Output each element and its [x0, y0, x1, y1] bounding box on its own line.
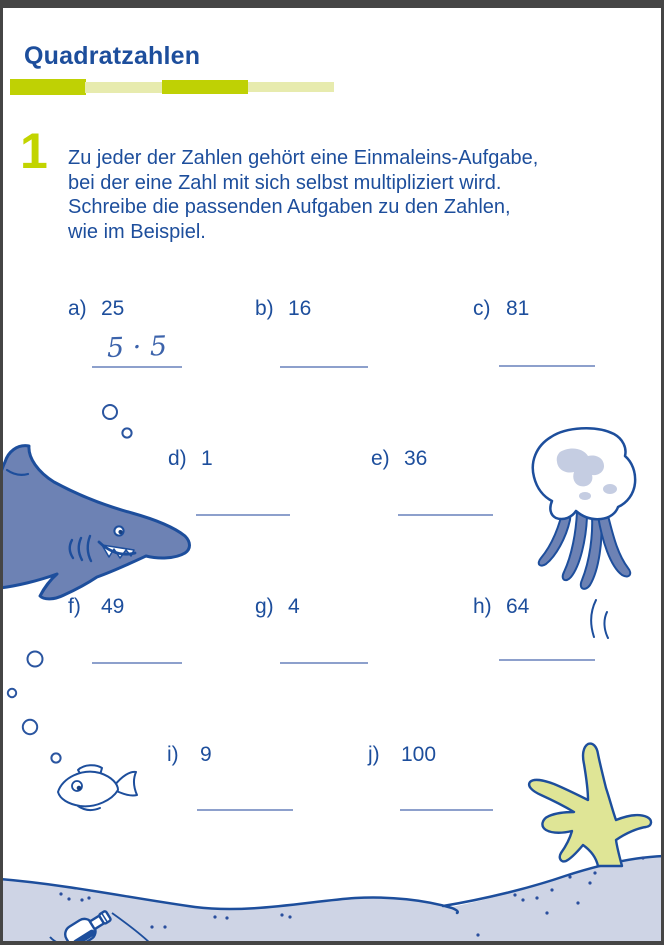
bar-segment [10, 79, 86, 95]
item-number: 4 [288, 595, 300, 618]
item-number: 64 [506, 595, 530, 618]
item-label: f) [68, 595, 81, 618]
item-h [473, 595, 529, 619]
answer-line-e[interactable] [398, 514, 493, 516]
item-number: 36 [404, 447, 428, 470]
item-number: 81 [506, 297, 530, 320]
exercise-instructions [68, 146, 613, 244]
answer-text-a: 5 · 5 [106, 330, 168, 365]
bar-segment [162, 80, 248, 94]
page-border [0, 0, 664, 8]
item-number: 9 [200, 743, 212, 766]
answer-line-b[interactable] [280, 366, 368, 368]
item-label: b) [255, 297, 274, 320]
item-d [168, 447, 213, 471]
page-border [0, 941, 664, 945]
item-e [371, 447, 427, 471]
jellyfish-illustration [533, 428, 635, 638]
shark-illustration [0, 446, 190, 599]
answer-line-j[interactable] [400, 809, 493, 811]
instruction-line: Schreibe die passenden Aufgaben zu den Zahlen, [68, 196, 511, 219]
item-label: g) [255, 595, 274, 618]
item-g [255, 595, 300, 619]
page-border [0, 0, 3, 945]
item-i [167, 743, 212, 767]
bar-segment [248, 82, 334, 92]
item-label: e) [371, 447, 390, 470]
fish-illustration [58, 765, 137, 810]
page-title: Quadratzahlen [24, 42, 201, 70]
item-number: 25 [101, 297, 125, 320]
item-label: i) [167, 743, 179, 766]
item-number: 49 [101, 595, 125, 618]
instruction-line: Zu jeder der Zahlen gehört eine Einmaleins-Aufgabe, [68, 147, 539, 169]
item-label: j) [368, 743, 380, 766]
item-label: h) [473, 595, 492, 618]
item-number: 100 [401, 743, 437, 766]
answer-line-d[interactable] [196, 514, 290, 516]
title-underline-bar [10, 79, 334, 96]
item-label: a) [68, 297, 87, 320]
bar-segment [85, 82, 162, 93]
exercise-number: 1 [20, 123, 48, 179]
instruction-line: bei der eine Zahl mit sich selbst multipliziert wird. [68, 171, 502, 194]
item-number: 1 [201, 447, 213, 470]
answer-line-h[interactable] [499, 659, 595, 661]
answer-line-g[interactable] [280, 662, 368, 664]
item-c [473, 297, 529, 321]
item-b [255, 297, 311, 321]
seafloor-illustration [0, 856, 664, 945]
item-label: c) [473, 297, 491, 320]
answer-line-c[interactable] [499, 365, 595, 367]
answer-line-f[interactable] [92, 662, 182, 664]
instruction-line: wie im Beispiel. [68, 220, 206, 243]
answer-line-a[interactable] [92, 366, 182, 368]
item-label: d) [168, 447, 187, 470]
item-a [68, 297, 124, 321]
item-number: 16 [288, 297, 312, 320]
item-f [68, 595, 124, 619]
answer-line-i[interactable] [197, 809, 293, 811]
seaweed-illustration [529, 744, 651, 866]
item-j [368, 743, 436, 767]
